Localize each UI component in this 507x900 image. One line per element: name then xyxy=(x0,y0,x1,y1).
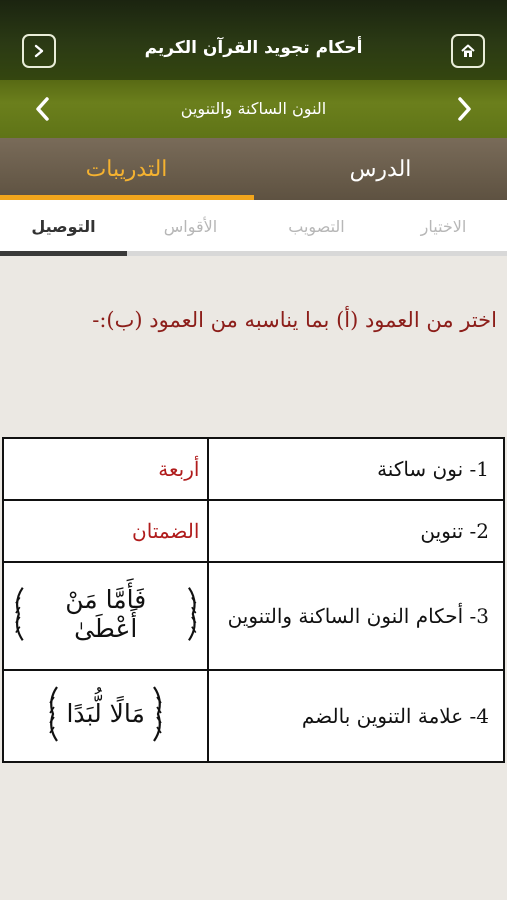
tab-lesson[interactable]: الدرس xyxy=(349,156,412,182)
question-cell[interactable]: 2- تنوين xyxy=(208,500,504,562)
tab-correction[interactable]: التصويب xyxy=(288,216,345,236)
lesson-nav-bar xyxy=(0,80,507,138)
matching-table xyxy=(2,437,505,763)
question-cell[interactable]: 3- أحكام النون الساكنة والتنوين xyxy=(208,562,504,670)
tab-drills[interactable]: التدريبات xyxy=(85,156,168,182)
question-cell[interactable]: 4- علامة التنوين بالضم xyxy=(208,670,504,762)
chevron-right-icon xyxy=(455,96,473,122)
tab-choice[interactable]: الاختيار xyxy=(420,216,467,236)
main-tabs xyxy=(0,138,507,200)
lesson-title: النون الساكنة والتنوين xyxy=(180,99,327,118)
sub-tab-indicator xyxy=(0,251,127,256)
table-row xyxy=(3,500,504,562)
chevron-left-icon xyxy=(34,96,52,122)
home-button[interactable] xyxy=(451,34,485,68)
exercise-instruction: اختر من العمود (أ) بما يناسبه من العمود (ب):- xyxy=(92,308,497,332)
table-row xyxy=(3,670,504,762)
quran-verse: فَأَمَّا مَنْ أَعْطَىٰ xyxy=(65,584,147,643)
answer-cell[interactable]: أربعة xyxy=(3,438,208,500)
table-row xyxy=(3,562,504,670)
previous-lesson-button[interactable] xyxy=(28,94,58,124)
next-lesson-button[interactable] xyxy=(449,94,479,124)
ornament-right-icon xyxy=(151,685,165,743)
app-title: أحكام تجويد القرآن الكريم xyxy=(144,38,363,58)
ornament-right-icon xyxy=(186,585,200,643)
quran-verse: مَالًا لُّبَدًا xyxy=(66,699,145,728)
exercise-tabs xyxy=(0,200,507,256)
verse-frame xyxy=(12,585,199,643)
ornament-left-icon xyxy=(12,585,26,643)
back-button[interactable] xyxy=(22,34,56,68)
question-cell[interactable]: 1- نون ساكنة xyxy=(208,438,504,500)
app-header xyxy=(0,0,507,80)
answer-cell[interactable] xyxy=(3,670,208,762)
verse-frame xyxy=(46,685,164,743)
table-row xyxy=(3,438,504,500)
tab-matching[interactable]: التوصيل xyxy=(31,216,96,236)
answer-cell[interactable]: الضمتان xyxy=(3,500,208,562)
home-icon xyxy=(460,43,476,59)
ornament-left-icon xyxy=(46,685,60,743)
tab-brackets[interactable]: الأقواس xyxy=(163,216,218,236)
chevron-right-icon xyxy=(32,44,46,58)
answer-cell[interactable] xyxy=(3,562,208,670)
